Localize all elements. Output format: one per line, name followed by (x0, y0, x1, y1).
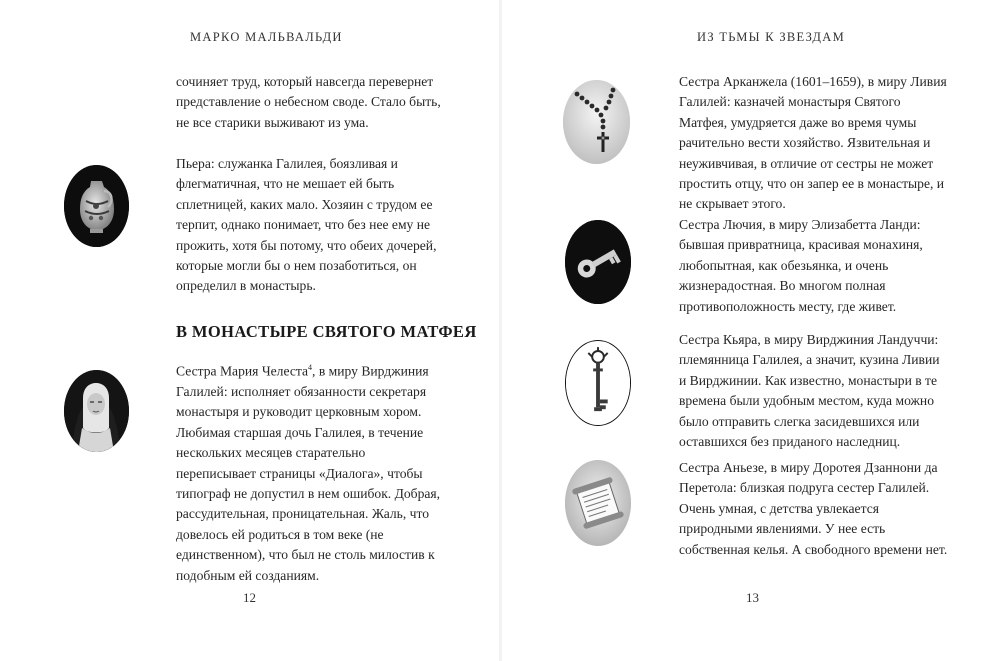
nun-portrait-icon (64, 370, 129, 452)
running-head-author: МАРКО МАЛЬВАЛЬДИ (190, 30, 343, 44)
left-page (0, 0, 500, 661)
page-number-left: 12 (243, 590, 256, 605)
lucia-description: Сестра Лючия, в миру Элизабетта Ланди: бывшая привратница, красивая монахиня, любопытная, как обезьянка, и очень жизнерадостная. Во многом полная противоположность месту, где живет. (679, 217, 923, 314)
ornate-key-icon (565, 340, 631, 426)
section-heading: В МОНАСТЫРЕ СВЯТОГО МАТФЕЯ (176, 322, 477, 341)
intro-paragraph: сочиняет труд, который навсегда перевернет представление о небесном своде. Стало быть, не все старики выживают из ума. (176, 74, 441, 130)
maria-celeste-description (176, 358, 448, 586)
agnese-description: Сестра Аньезе, в миру Доротея Дзаннони да Перетола: близкая подруга сестер Галилей. Очень умная, с детства увлекается природными явлениями. У нее есть собственная келья. А свободного времени нет. (679, 460, 948, 557)
maria-celeste-name: Сестра Мария Челеста (176, 363, 309, 379)
rosary-icon (563, 80, 630, 164)
maria-celeste-text: , в миру Вирджиния Галилей: исполняет обязанности секретаря монастыря и руководит церковным хором. Любимая старшая дочь Галилея, в течение нескольких месяцев старательно переписывает страницы «Диалога», чтобы типограф не допустил в нем ошибок. Добрая, рассудительная, проницательная. Жаль, что довелось ей родиться в том веке (не единственном), что был не столь милостив к подобным ей созданиям. (176, 363, 441, 583)
arcangela-description: Сестра Арканжела (1601–1659), в миру Ливия Галилей: казначей монастыря Святого Матфея, умудряется даже во время чумы рачительно вести хозяйство. Язвительная и неуживчивая, в отличие от сестры не может простить отцу, что он запер ее в монастыре, и не скрывает этого. (679, 74, 947, 212)
footnote-marker: 4 (308, 363, 313, 372)
right-page (501, 0, 1001, 661)
ceramic-jug-icon (64, 165, 129, 247)
piera-description: Пьера: служанка Галилея, боязливая и флегматичная, что не мешает ей быть сплетницей, каких мало. Хозяин с трудом ее терпит, однако понимает, что без нее ему не прожить, хотя бы потому, что обеих дочерей, которые могли бы о нем позаботиться, он определил в монастырь. (176, 156, 437, 294)
small-key-icon (565, 220, 631, 304)
page-number-right: 13 (746, 590, 759, 605)
scroll-icon (565, 460, 631, 546)
running-head-title: ИЗ ТЬМЫ К ЗВЕЗДАМ (697, 30, 845, 44)
chiara-description: Сестра Кьяра, в миру Вирджиния Ландуччи: племянница Галилея, а значит, кузина Ливии и Вирджинии. Как известно, монастыри в те времена были удобным местом, куда можно было отправить слегка засидевшихся или оставшихся без приданого наследниц. (679, 332, 940, 450)
